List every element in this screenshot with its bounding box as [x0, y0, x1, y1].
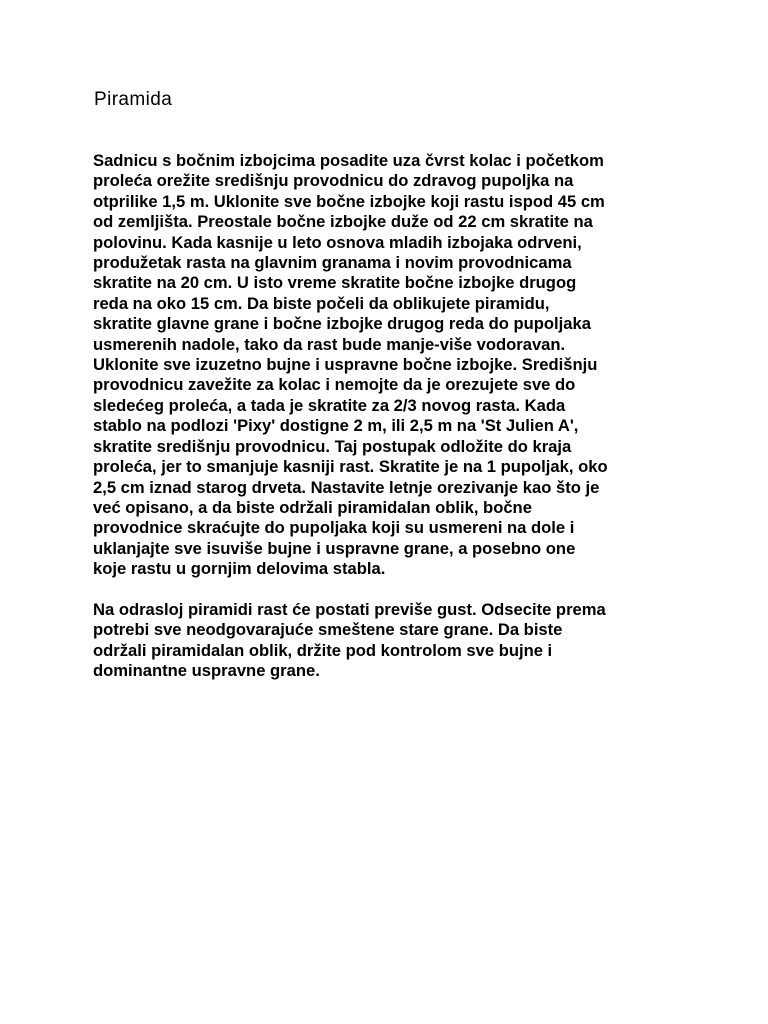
text-line: dominantne uspravne grane. [93, 661, 320, 681]
text-line: Na odrasloj piramidi rast će postati previše gust. Odsecite prema [93, 599, 606, 619]
text-line: proleća, jer to smanjuje kasniji rast. Skratite je na 1 pupoljak, oko [93, 457, 608, 477]
paragraph [93, 151, 693, 580]
text-line: sledećeg proleća, a tada je skratite za 2/3 novog rasta. Kada [93, 395, 566, 415]
paragraph [93, 600, 693, 682]
text-line: skratite glavne grane i bočne izbojke drugog reda do pupoljaka [93, 314, 591, 334]
text-line: otprilike 1,5 m. Uklonite sve bočne izbojke koji rastu ispod 45 cm [93, 191, 605, 211]
text-line: već opisano, a da biste održali piramidalan oblik, bočne [93, 497, 532, 517]
text-line: skratite središnju provodnicu. Taj postupak odložite do kraja [93, 436, 572, 456]
text-line: usmerenih nadole, tako da rast bude manje-više vodoravan. [93, 334, 566, 354]
text-line: reda na oko 15 cm. Da biste počeli da oblikujete piramidu, [93, 293, 550, 313]
text-line: 2,5 cm iznad starog drveta. Nastavite letnje orezivanje kao što je [93, 477, 600, 497]
text-line: održali piramidalan oblik, držite pod kontrolom sve bujne i [93, 640, 553, 660]
text-line: Sadnicu s bočnim izbojcima posadite uza čvrst kolac i početkom [93, 151, 604, 170]
text-line: polovinu. Kada kasnije u leto osnova mladih izbojaka odrveni, [93, 232, 582, 252]
text-line: Uklonite sve izuzetno bujne i uspravne bočne izbojke. Središnju [93, 355, 598, 375]
text-line: proleća orežite središnju provodnicu do zdravog pupoljka na [93, 171, 574, 191]
page-title: Piramida [94, 89, 173, 110]
text-line: stablo na podlozi 'Pixy' dostigne 2 m, ili 2,5 m na 'St Julien A', [93, 416, 579, 436]
text-line: potrebi sve neodgovarajuće smeštene stare grane. Da biste [93, 620, 563, 640]
text-line: skratite na 20 cm. U isto vreme skratite bočne izbojke drugog [93, 273, 577, 293]
document-body [93, 151, 693, 682]
paragraph-gap [93, 580, 693, 600]
text-line: provodnicu zavežite za kolac i nemojte da je orezujete sve do [93, 375, 576, 395]
text-line: provodnice skraćujte do pupoljaka koji su usmereni na dole i [93, 518, 575, 538]
text-line: uklanjajte sve isuviše bujne i uspravne grane, a posebno one [93, 538, 576, 558]
text-line: produžetak rasta na glavnim granama i novim provodnicama [93, 253, 572, 273]
text-line: od zemljišta. Preostale bočne izbojke duže od 22 cm skratite na [93, 212, 593, 232]
text-line: koje rastu u gornjim delovima stabla. [93, 559, 386, 579]
